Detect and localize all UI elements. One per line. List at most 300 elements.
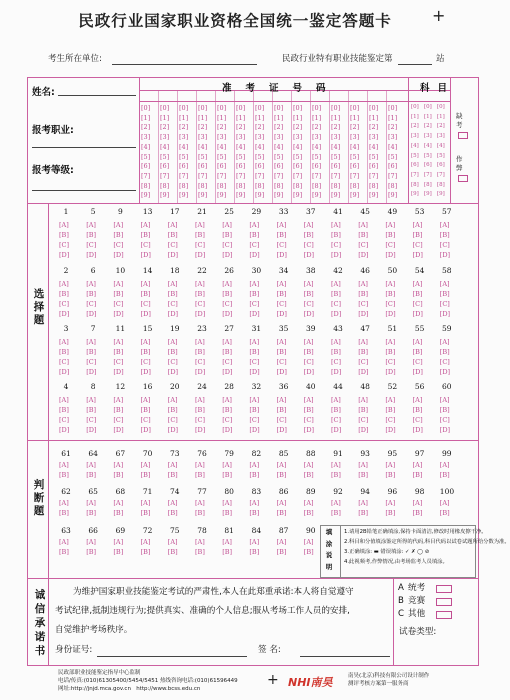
judge-bubble[interactable]: [B] (140, 548, 151, 556)
choice-bubble[interactable]: [D] (167, 426, 179, 434)
choice-bubble[interactable]: [C] (439, 300, 450, 308)
judge-bubble[interactable]: [A] (412, 499, 423, 507)
choice-bubble[interactable]: [B] (222, 290, 233, 298)
judge-bubble[interactable]: [B] (439, 509, 450, 517)
id-digit-bubble[interactable]: [5] (179, 152, 189, 161)
id-digit-bubble[interactable]: [4] (198, 142, 208, 151)
choice-bubble[interactable]: [D] (331, 426, 342, 434)
choice-bubble[interactable]: [B] (358, 406, 369, 414)
id-digit-bubble[interactable]: [3] (160, 133, 170, 142)
choice-bubble[interactable]: [D] (358, 310, 369, 318)
choice-bubble[interactable]: [B] (195, 406, 205, 414)
id-digit-bubble[interactable]: [7] (293, 171, 303, 180)
judge-bubble[interactable]: [B] (249, 509, 260, 517)
id-digit-bubble[interactable]: [5] (312, 152, 322, 161)
id-digit-bubble[interactable]: [8] (179, 181, 189, 190)
id-digit-bubble[interactable]: [4] (274, 142, 284, 151)
judge-bubble[interactable]: [B] (59, 471, 69, 479)
id-digit-bubble[interactable]: [6] (274, 162, 284, 171)
choice-bubble[interactable]: [B] (195, 348, 205, 356)
choice-bubble[interactable]: [C] (303, 358, 314, 366)
choice-bubble[interactable]: [B] (195, 231, 205, 239)
choice-bubble[interactable]: [A] (412, 396, 423, 404)
choice-bubble[interactable]: [B] (59, 406, 69, 414)
choice-bubble[interactable]: [D] (59, 426, 70, 434)
id-digit-bubble[interactable]: [0] (369, 104, 379, 112)
choice-bubble[interactable]: [D] (276, 251, 287, 259)
choice-bubble[interactable]: [C] (358, 241, 369, 249)
judge-bubble[interactable]: [B] (59, 509, 69, 517)
choice-bubble[interactable]: [A] (385, 396, 396, 404)
choice-bubble[interactable]: [A] (276, 396, 287, 404)
choice-bubble[interactable]: [D] (249, 426, 260, 434)
id-digit-bubble[interactable]: [4] (141, 142, 151, 151)
id-write-cell-14[interactable] (388, 92, 404, 100)
subject-digit-bubble[interactable]: [9] (437, 191, 445, 198)
choice-bubble[interactable]: [D] (222, 310, 233, 318)
choice-bubble[interactable]: [D] (276, 426, 287, 434)
choice-bubble[interactable]: [B] (59, 348, 69, 356)
id-digit-bubble[interactable]: [6] (160, 162, 170, 171)
choice-bubble[interactable]: [A] (86, 396, 96, 404)
choice-bubble[interactable]: [B] (249, 348, 260, 356)
choice-bubble[interactable]: [D] (113, 251, 124, 259)
choice-bubble[interactable]: [D] (303, 310, 315, 318)
choice-bubble[interactable]: [B] (276, 290, 287, 298)
choice-bubble[interactable]: [C] (412, 416, 423, 424)
choice-bubble[interactable]: [A] (412, 338, 423, 346)
choice-bubble[interactable]: [C] (249, 241, 260, 249)
signature-field[interactable] (300, 656, 390, 657)
id-digit-bubble[interactable]: [9] (388, 191, 398, 200)
id-digit-bubble[interactable]: [4] (331, 142, 341, 151)
id-digit-bubble[interactable]: [3] (350, 133, 360, 142)
id-digit-bubble[interactable]: [0] (350, 104, 360, 112)
choice-bubble[interactable]: [C] (113, 241, 124, 249)
id-write-cell-13[interactable] (369, 92, 385, 100)
choice-bubble[interactable]: [B] (385, 231, 396, 239)
choice-bubble[interactable]: [D] (167, 251, 179, 259)
judge-bubble[interactable]: [B] (331, 471, 341, 479)
judge-bubble[interactable]: [A] (303, 499, 314, 507)
choice-bubble[interactable]: [A] (140, 280, 151, 288)
choice-bubble[interactable]: [A] (331, 221, 341, 229)
choice-bubble[interactable]: [B] (303, 231, 314, 239)
judge-bubble[interactable]: [B] (86, 471, 97, 479)
choice-bubble[interactable]: [C] (412, 358, 423, 366)
choice-bubble[interactable]: [D] (276, 368, 287, 376)
choice-bubble[interactable]: [B] (113, 406, 124, 414)
id-digit-bubble[interactable]: [7] (179, 171, 189, 180)
judge-bubble[interactable]: [A] (113, 499, 124, 507)
judge-bubble[interactable]: [B] (59, 548, 69, 556)
id-digit-bubble[interactable]: [9] (141, 191, 151, 200)
choice-bubble[interactable]: [A] (222, 280, 232, 288)
id-digit-bubble[interactable]: [4] (350, 142, 360, 151)
judge-bubble[interactable]: [A] (59, 499, 69, 507)
id-digit-bubble[interactable]: [6] (293, 162, 303, 171)
id-digit-bubble[interactable]: [7] (331, 171, 341, 180)
id-digit-bubble[interactable]: [3] (388, 133, 398, 142)
id-digit-bubble[interactable]: [0] (312, 104, 322, 112)
choice-bubble[interactable]: [A] (222, 396, 232, 404)
id-write-cell-11[interactable] (331, 92, 347, 100)
choice-bubble[interactable]: [D] (113, 426, 124, 434)
subject-digit-bubble[interactable]: [7] (437, 171, 445, 178)
id-digit-bubble[interactable]: [4] (255, 142, 265, 151)
choice-bubble[interactable]: [C] (195, 300, 206, 308)
choice-bubble[interactable]: [D] (195, 310, 206, 318)
id-digit-bubble[interactable]: [0] (179, 104, 189, 112)
judge-bubble[interactable]: [B] (303, 548, 314, 556)
id-digit-bubble[interactable]: [5] (350, 152, 360, 161)
choice-bubble[interactable]: [D] (86, 310, 97, 318)
choice-bubble[interactable]: [A] (412, 221, 423, 229)
judge-bubble[interactable]: [B] (276, 509, 287, 517)
subject-digit-bubble[interactable]: [4] (411, 142, 419, 149)
subject-digit-bubble[interactable]: [3] (424, 133, 432, 140)
choice-bubble[interactable]: [D] (222, 251, 233, 259)
choice-bubble[interactable]: [B] (439, 231, 450, 239)
choice-bubble[interactable]: [B] (59, 290, 69, 298)
choice-bubble[interactable]: [B] (385, 348, 396, 356)
judge-bubble[interactable]: [B] (358, 471, 369, 479)
id-digit-bubble[interactable]: [1] (369, 113, 379, 122)
judge-bubble[interactable]: [A] (303, 461, 314, 469)
judge-bubble[interactable]: [A] (276, 538, 287, 546)
judge-bubble[interactable]: [A] (167, 538, 178, 546)
choice-bubble[interactable]: [A] (86, 221, 96, 229)
choice-bubble[interactable]: [D] (195, 426, 206, 434)
choice-bubble[interactable]: [D] (358, 426, 369, 434)
judge-bubble[interactable]: [A] (113, 538, 124, 546)
level-field[interactable] (32, 190, 136, 191)
choice-bubble[interactable]: [C] (439, 358, 450, 366)
id-digit-bubble[interactable]: [2] (331, 123, 341, 132)
choice-bubble[interactable]: [C] (140, 358, 151, 366)
judge-bubble[interactable]: [B] (195, 509, 205, 517)
id-write-cell-4[interactable] (198, 92, 214, 100)
id-write-cell-7[interactable] (255, 92, 271, 100)
choice-bubble[interactable]: [C] (195, 358, 206, 366)
choice-bubble[interactable]: [C] (86, 416, 97, 424)
choice-bubble[interactable]: [C] (385, 300, 396, 308)
id-digit-bubble[interactable]: [0] (293, 104, 303, 112)
choice-bubble[interactable]: [B] (222, 231, 233, 239)
choice-bubble[interactable]: [A] (276, 221, 287, 229)
judge-bubble[interactable]: [A] (167, 499, 178, 507)
id-digit-bubble[interactable]: [9] (312, 191, 322, 200)
id-write-cell-2[interactable] (160, 92, 176, 100)
choice-bubble[interactable]: [B] (412, 406, 423, 414)
choice-bubble[interactable]: [A] (195, 338, 205, 346)
id-digit-bubble[interactable]: [3] (198, 133, 208, 142)
id-digit-bubble[interactable]: [4] (293, 142, 303, 151)
choice-bubble[interactable]: [A] (249, 280, 260, 288)
subject-digit-bubble[interactable]: [5] (424, 152, 432, 159)
id-digit-bubble[interactable]: [7] (198, 171, 208, 180)
id-digit-bubble[interactable]: [5] (217, 152, 227, 161)
choice-bubble[interactable]: [A] (86, 338, 96, 346)
id-digit-bubble[interactable]: [7] (369, 171, 379, 180)
choice-bubble[interactable]: [D] (439, 426, 451, 434)
subject-digit-bubble[interactable]: [4] (424, 142, 432, 149)
choice-bubble[interactable]: [A] (358, 396, 368, 404)
id-digit-bubble[interactable]: [4] (312, 142, 322, 151)
judge-bubble[interactable]: [B] (303, 509, 314, 517)
choice-bubble[interactable]: [A] (303, 396, 314, 404)
choice-bubble[interactable]: [C] (303, 300, 314, 308)
choice-bubble[interactable]: [A] (140, 396, 151, 404)
choice-bubble[interactable]: [B] (276, 348, 287, 356)
choice-bubble[interactable]: [C] (249, 300, 260, 308)
choice-bubble[interactable]: [C] (86, 358, 97, 366)
id-digit-bubble[interactable]: [1] (274, 113, 284, 122)
choice-bubble[interactable]: [A] (222, 221, 232, 229)
judge-bubble[interactable]: [B] (195, 548, 205, 556)
choice-bubble[interactable]: [D] (385, 426, 396, 434)
choice-bubble[interactable]: [C] (331, 241, 342, 249)
judge-bubble[interactable]: [B] (249, 471, 260, 479)
judge-bubble[interactable]: [A] (412, 461, 423, 469)
choice-bubble[interactable]: [C] (222, 241, 233, 249)
subject-digit-bubble[interactable]: [7] (411, 171, 419, 178)
choice-bubble[interactable]: [B] (113, 290, 124, 298)
choice-bubble[interactable]: [C] (140, 241, 151, 249)
exam-type-bubble[interactable] (436, 598, 452, 606)
id-digit-bubble[interactable]: [0] (217, 104, 227, 112)
judge-bubble[interactable]: [B] (385, 509, 396, 517)
id-digit-bubble[interactable]: [9] (217, 191, 227, 200)
id-digit-bubble[interactable]: [8] (198, 181, 208, 190)
judge-bubble[interactable]: [A] (195, 499, 205, 507)
choice-bubble[interactable]: [B] (113, 348, 124, 356)
id-digit-bubble[interactable]: [3] (217, 133, 227, 142)
judge-bubble[interactable]: [A] (439, 499, 450, 507)
subject-digit-bubble[interactable]: [0] (424, 104, 432, 110)
subject-digit-bubble[interactable]: [6] (424, 162, 432, 169)
subject-digit-bubble[interactable]: [9] (424, 191, 432, 198)
judge-bubble[interactable]: [A] (276, 499, 287, 507)
absent-bubble[interactable] (458, 132, 468, 139)
choice-bubble[interactable]: [A] (113, 280, 124, 288)
id-write-cell-3[interactable] (179, 92, 195, 100)
choice-bubble[interactable]: [D] (249, 310, 260, 318)
id-digit-bubble[interactable]: [6] (236, 162, 246, 171)
choice-bubble[interactable]: [A] (249, 221, 260, 229)
judge-bubble[interactable]: [B] (113, 548, 124, 556)
subject-digit-bubble[interactable]: [6] (437, 162, 445, 169)
choice-bubble[interactable]: [D] (331, 368, 342, 376)
id-digit-bubble[interactable]: [6] (312, 162, 322, 171)
choice-bubble[interactable]: [D] (439, 251, 451, 259)
id-digit-bubble[interactable]: [2] (274, 123, 284, 132)
subject-digit-bubble[interactable]: [0] (437, 104, 445, 110)
choice-bubble[interactable]: [D] (303, 426, 315, 434)
choice-bubble[interactable]: [C] (439, 416, 450, 424)
choice-bubble[interactable]: [B] (249, 290, 260, 298)
choice-bubble[interactable]: [A] (439, 221, 450, 229)
choice-bubble[interactable]: [A] (113, 221, 124, 229)
choice-bubble[interactable]: [A] (303, 221, 314, 229)
id-digit-bubble[interactable]: [7] (255, 171, 265, 180)
judge-bubble[interactable]: [B] (385, 471, 396, 479)
choice-bubble[interactable]: [B] (167, 348, 178, 356)
choice-bubble[interactable]: [D] (59, 310, 70, 318)
id-digit-bubble[interactable]: [6] (331, 162, 341, 171)
judge-bubble[interactable]: [A] (167, 461, 178, 469)
subject-digit-bubble[interactable]: [8] (437, 181, 445, 188)
id-digit-bubble[interactable]: [8] (274, 181, 284, 190)
choice-bubble[interactable]: [A] (249, 396, 260, 404)
exam-type-bubble[interactable] (436, 611, 452, 619)
id-digit-bubble[interactable]: [1] (198, 113, 208, 122)
choice-bubble[interactable]: [B] (303, 406, 314, 414)
id-digit-bubble[interactable]: [9] (331, 191, 341, 200)
choice-bubble[interactable]: [D] (412, 251, 423, 259)
judge-bubble[interactable]: [B] (86, 548, 97, 556)
id-digit-bubble[interactable]: [3] (141, 133, 151, 142)
choice-bubble[interactable]: [C] (385, 241, 396, 249)
choice-bubble[interactable]: [C] (167, 358, 178, 366)
choice-bubble[interactable]: [B] (222, 348, 233, 356)
choice-bubble[interactable]: [B] (276, 406, 287, 414)
judge-bubble[interactable]: [A] (113, 461, 124, 469)
id-digit-bubble[interactable]: [9] (236, 191, 246, 200)
choice-bubble[interactable]: [A] (439, 338, 450, 346)
judge-bubble[interactable]: [B] (412, 509, 423, 517)
id-digit-bubble[interactable]: [1] (312, 113, 322, 122)
judge-bubble[interactable]: [B] (412, 471, 423, 479)
id-digit-bubble[interactable]: [7] (160, 171, 170, 180)
choice-bubble[interactable]: [C] (167, 241, 178, 249)
subject-digit-bubble[interactable]: [5] (437, 152, 445, 159)
choice-bubble[interactable]: [A] (412, 280, 423, 288)
choice-bubble[interactable]: [B] (113, 231, 124, 239)
station-field[interactable] (398, 64, 432, 65)
id-digit-bubble[interactable]: [0] (388, 104, 398, 112)
id-digit-bubble[interactable]: [3] (312, 133, 322, 142)
id-digit-bubble[interactable]: [1] (141, 113, 151, 122)
choice-bubble[interactable]: [B] (331, 290, 341, 298)
id-digit-bubble[interactable]: [8] (217, 181, 227, 190)
choice-bubble[interactable]: [A] (358, 338, 368, 346)
id-digit-bubble[interactable]: [1] (388, 113, 398, 122)
choice-bubble[interactable]: [C] (276, 300, 287, 308)
id-digit-bubble[interactable]: [8] (160, 181, 170, 190)
id-digit-bubble[interactable]: [8] (255, 181, 265, 190)
id-digit-bubble[interactable]: [5] (388, 152, 398, 161)
judge-bubble[interactable]: [A] (358, 499, 368, 507)
subject-digit-bubble[interactable]: [4] (437, 142, 445, 149)
choice-bubble[interactable]: [B] (86, 348, 97, 356)
judge-bubble[interactable]: [B] (113, 509, 124, 517)
judge-bubble[interactable]: [A] (276, 461, 287, 469)
choice-bubble[interactable]: [D] (86, 251, 97, 259)
choice-bubble[interactable]: [C] (86, 241, 97, 249)
choice-bubble[interactable]: [D] (249, 251, 260, 259)
choice-bubble[interactable]: [C] (276, 358, 287, 366)
judge-bubble[interactable]: [A] (140, 499, 151, 507)
judge-bubble[interactable]: [A] (222, 538, 232, 546)
id-digit-bubble[interactable]: [3] (236, 133, 246, 142)
choice-bubble[interactable]: [A] (303, 338, 314, 346)
choice-bubble[interactable]: [A] (303, 280, 314, 288)
choice-bubble[interactable]: [D] (59, 368, 70, 376)
id-digit-bubble[interactable]: [8] (369, 181, 379, 190)
id-digit-bubble[interactable]: [3] (331, 133, 341, 142)
profession-field[interactable] (32, 147, 136, 148)
judge-bubble[interactable]: [A] (86, 499, 96, 507)
id-digit-bubble[interactable]: [3] (179, 133, 189, 142)
subject-digit-bubble[interactable]: [1] (424, 113, 432, 120)
choice-bubble[interactable]: [A] (59, 221, 69, 229)
choice-bubble[interactable]: [A] (140, 221, 151, 229)
id-digit-bubble[interactable]: [2] (160, 123, 170, 132)
choice-bubble[interactable]: [C] (331, 300, 342, 308)
choice-bubble[interactable]: [A] (167, 338, 178, 346)
id-write-cell-9[interactable] (293, 92, 309, 100)
id-digit-bubble[interactable]: [7] (274, 171, 284, 180)
id-digit-bubble[interactable]: [5] (331, 152, 341, 161)
judge-bubble[interactable]: [B] (303, 471, 314, 479)
id-digit-bubble[interactable]: [9] (198, 191, 208, 200)
judge-bubble[interactable]: [B] (86, 509, 97, 517)
choice-bubble[interactable]: [D] (439, 368, 451, 376)
choice-bubble[interactable]: [C] (167, 300, 178, 308)
choice-bubble[interactable]: [B] (276, 231, 287, 239)
subject-digit-bubble[interactable]: [3] (411, 133, 419, 140)
choice-bubble[interactable]: [C] (412, 241, 423, 249)
judge-bubble[interactable]: [A] (249, 461, 260, 469)
subject-digit-bubble[interactable]: [8] (411, 181, 419, 188)
judge-bubble[interactable]: [B] (167, 548, 178, 556)
id-write-cell-6[interactable] (236, 92, 252, 100)
choice-bubble[interactable]: [D] (140, 426, 151, 434)
id-digit-bubble[interactable]: [6] (179, 162, 189, 171)
choice-bubble[interactable]: [B] (249, 406, 260, 414)
id-digit-bubble[interactable]: [9] (274, 191, 284, 200)
id-digit-bubble[interactable]: [2] (179, 123, 189, 132)
choice-bubble[interactable]: [A] (195, 221, 205, 229)
id-digit-bubble[interactable]: [3] (255, 133, 265, 142)
id-digit-bubble[interactable]: [2] (293, 123, 303, 132)
choice-bubble[interactable]: [A] (249, 338, 260, 346)
id-digit-bubble[interactable]: [5] (293, 152, 303, 161)
choice-bubble[interactable]: [C] (59, 300, 70, 308)
choice-bubble[interactable]: [B] (412, 231, 423, 239)
judge-bubble[interactable]: [A] (140, 461, 151, 469)
judge-bubble[interactable]: [A] (439, 461, 450, 469)
subject-digit-bubble[interactable]: [8] (424, 181, 432, 188)
judge-bubble[interactable]: [A] (331, 461, 341, 469)
id-digit-bubble[interactable]: [4] (179, 142, 189, 151)
choice-bubble[interactable]: [C] (249, 358, 260, 366)
choice-bubble[interactable]: [C] (303, 416, 314, 424)
choice-bubble[interactable]: [D] (331, 310, 342, 318)
choice-bubble[interactable]: [C] (195, 241, 206, 249)
choice-bubble[interactable]: [A] (167, 396, 178, 404)
id-digit-bubble[interactable]: [0] (160, 104, 170, 112)
choice-bubble[interactable]: [C] (385, 358, 396, 366)
id-digit-bubble[interactable]: [0] (141, 104, 151, 112)
id-digit-bubble[interactable]: [2] (255, 123, 265, 132)
choice-bubble[interactable]: [D] (86, 426, 97, 434)
id-write-cell-12[interactable] (350, 92, 366, 100)
subject-digit-bubble[interactable]: [6] (411, 162, 419, 169)
id-digit-bubble[interactable]: [9] (255, 191, 265, 200)
choice-bubble[interactable]: [C] (140, 416, 151, 424)
